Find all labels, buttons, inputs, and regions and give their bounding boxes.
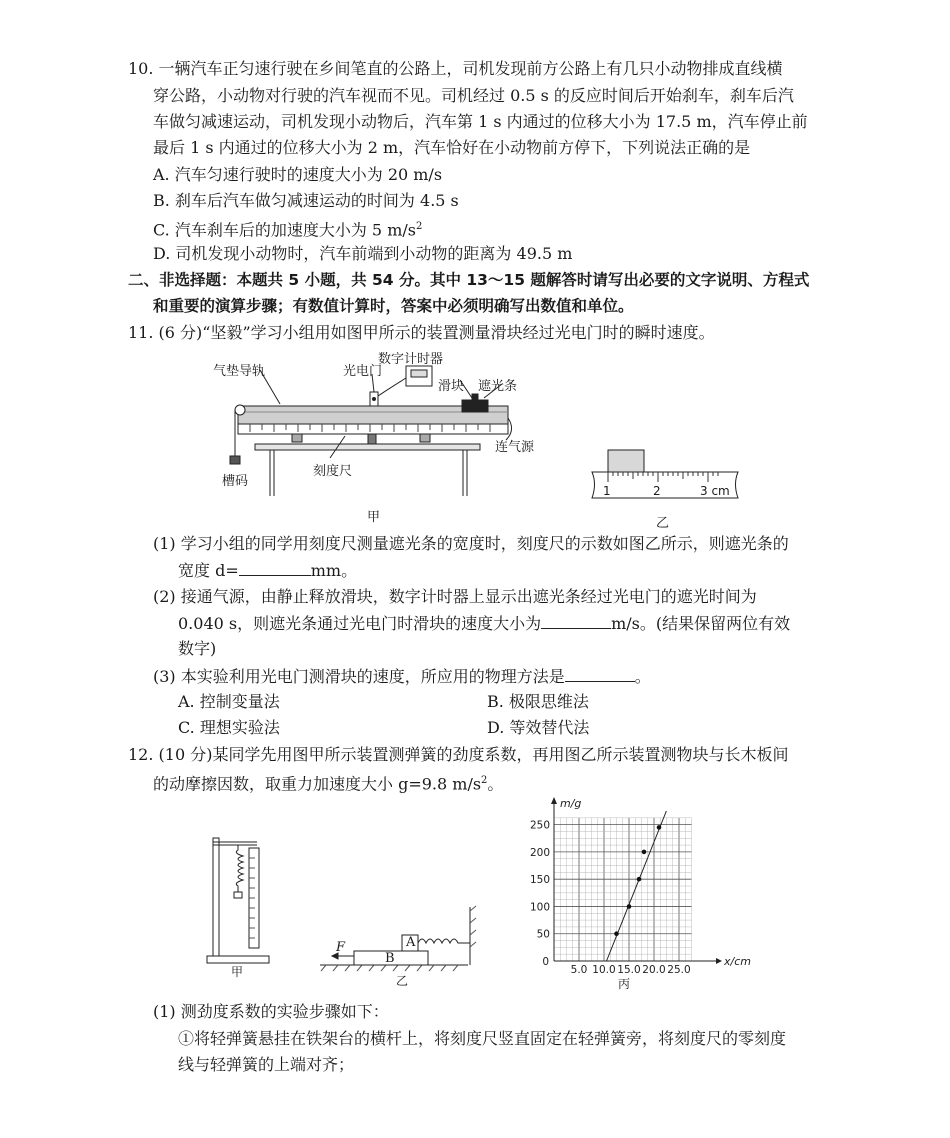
label-fig12-bing: 丙 bbox=[618, 977, 631, 991]
q11-part1-line1: (1) 学习小组的同学用刻度尺测量遮光条的宽度时，刻度尺的示数如图乙所示，则遮光条的 bbox=[153, 534, 789, 553]
y-tick-label: 200 bbox=[529, 846, 550, 859]
q12-step1-line1: ①将轻弹簧悬挂在铁架台的横杆上，将刻度尺竖直固定在轻弹簧旁，将刻度尺的零刻度 bbox=[178, 1029, 787, 1048]
section2-heading-1: 二、非选择题：本题共 5 小题，共 54 分。其中 13～15 题解答时请写出必要的文字说明、方程式 bbox=[128, 271, 810, 289]
label-fig-yi: 乙 bbox=[656, 516, 670, 531]
label-air-source: 连气源 bbox=[495, 440, 535, 455]
q11-part3: (3) 本实验利用光电门测滑块的速度，所应用的物理方法是 。 bbox=[153, 667, 651, 686]
label-fig-jia: 甲 bbox=[367, 510, 381, 525]
q11-part1-line2: 宽度 d= mm。 bbox=[178, 561, 358, 580]
label-fig12-yi: 乙 bbox=[396, 974, 409, 988]
data-point bbox=[614, 931, 619, 936]
x-tick-label: 5.0 bbox=[570, 964, 588, 976]
q11-option-c: C. 理想实验法 bbox=[178, 718, 280, 737]
x-tick-label: 20.0 bbox=[642, 964, 666, 976]
mass-extension-chart bbox=[518, 797, 751, 976]
label-timer: 数字计时器 bbox=[378, 352, 444, 367]
label-shade: 遮光条 bbox=[478, 379, 518, 394]
section2-heading-2: 和重要的演算步骤；有数值计算时，答案中必须明确写出数值和单位。 bbox=[153, 297, 634, 315]
data-point bbox=[657, 825, 662, 830]
q12-step1-line2: 线与轻弹簧的上端对齐； bbox=[178, 1055, 355, 1074]
y-axis-label: m/g bbox=[560, 797, 582, 810]
q10-stem-line-3: 车做匀减速运动，司机发现小动物后，汽车第 1 s 内通过的位移大小为 17.5 m，汽车停止前 bbox=[153, 112, 808, 131]
y-axis-arrow bbox=[551, 797, 557, 804]
q11-part2-line1: (2) 接通气源，由静止释放滑块，数字计时器上显示出遮光条经过光电门的遮光时间为 bbox=[153, 587, 757, 606]
label-fig12-jia: 甲 bbox=[231, 965, 244, 979]
ruler-tick-2: 2 bbox=[653, 484, 661, 498]
q10-option-c: C. 汽车刹车后的加速度大小为 5 $m/s^2$ bbox=[153, 220, 423, 240]
q11-part2-line2: 0.040 s，则遮光条通过光电门时滑块的速度大小为 m/s。(结果保留两位有效 bbox=[178, 614, 791, 633]
label-force-f: F bbox=[336, 940, 346, 955]
q10-stem-line-4: 最后 1 s 内通过的位移大小为 2 m，汽车恰好在小动物前方停下，下列说法正确的是 bbox=[153, 138, 751, 157]
y-tick-label: 50 bbox=[536, 928, 550, 941]
q11-option-b: B. 极限思维法 bbox=[487, 692, 589, 711]
q10-stem-line-1: 10. 一辆汽车正匀速行驶在乡间笔直的公路上，司机发现前方公路上有几只小动物排成直线横 bbox=[128, 59, 783, 78]
data-point bbox=[642, 850, 647, 855]
label-board-b: B bbox=[385, 951, 395, 966]
q12-stem-line2: 的动摩擦因数，取重力加速度大小 g=9.8 $m/s^2$。 bbox=[153, 774, 504, 794]
x-axis-label: x/cm bbox=[724, 955, 751, 968]
q10-option-a: A. 汽车匀速行驶时的速度大小为 20 m/s bbox=[153, 165, 443, 184]
y-tick-label: 150 bbox=[529, 874, 550, 887]
data-point bbox=[637, 877, 642, 882]
x-tick-label: 10.0 bbox=[592, 964, 616, 976]
answer-blank-width[interactable] bbox=[239, 559, 311, 576]
ruler-tick-3: 3 cm bbox=[700, 484, 730, 498]
origin-label: 0 bbox=[542, 956, 549, 968]
y-tick-label: 250 bbox=[529, 819, 550, 832]
label-ruler: 刻度尺 bbox=[313, 464, 353, 479]
q10-option-d: D. 司机发现小动物时，汽车前端到小动物的距离为 49.5 m bbox=[153, 244, 573, 263]
spring-stand-figure bbox=[205, 828, 275, 968]
label-block-a: A bbox=[406, 935, 416, 950]
label-slider: 滑块 bbox=[438, 379, 465, 394]
q11-option-d: D. 等效替代法 bbox=[487, 718, 590, 737]
answer-blank-speed[interactable] bbox=[541, 612, 611, 629]
label-photogate: 光电门 bbox=[343, 364, 383, 379]
answer-blank-method[interactable] bbox=[565, 665, 635, 682]
y-tick-label: 100 bbox=[529, 901, 550, 914]
label-weight: 槽码 bbox=[222, 474, 249, 489]
x-tick-label: 15.0 bbox=[617, 964, 641, 976]
label-air-track: 气垫导轨 bbox=[213, 364, 266, 379]
q10-option-b: B. 刹车后汽车做匀减速运动的时间为 4.5 s bbox=[153, 191, 459, 210]
q11-part2-line3: 数字) bbox=[178, 639, 217, 658]
q11-stem: 11. (6 分)“坚毅”学习小组用如图甲所示的装置测量滑块经过光电门时的瞬时速度。 bbox=[128, 323, 715, 342]
q11-option-a: A. 控制变量法 bbox=[178, 692, 280, 711]
x-tick-label: 25.0 bbox=[667, 964, 691, 976]
q12-part1: (1) 测劲度系数的实验步骤如下： bbox=[153, 1002, 389, 1021]
q12-stem-line1: 12. (10 分)某同学先用图甲所示装置测弹簧的劲度系数，再用图乙所示装置测物块与长木板间 bbox=[128, 745, 789, 764]
q10-stem-line-2: 穿公路，小动物对行驶的汽车视而不见。司机经过 0.5 s 的反应时间后开始刹车，刹车后汽 bbox=[153, 86, 794, 105]
data-point bbox=[627, 904, 632, 909]
ruler-tick-1: 1 bbox=[603, 484, 611, 498]
x-axis-arrow bbox=[716, 958, 722, 964]
